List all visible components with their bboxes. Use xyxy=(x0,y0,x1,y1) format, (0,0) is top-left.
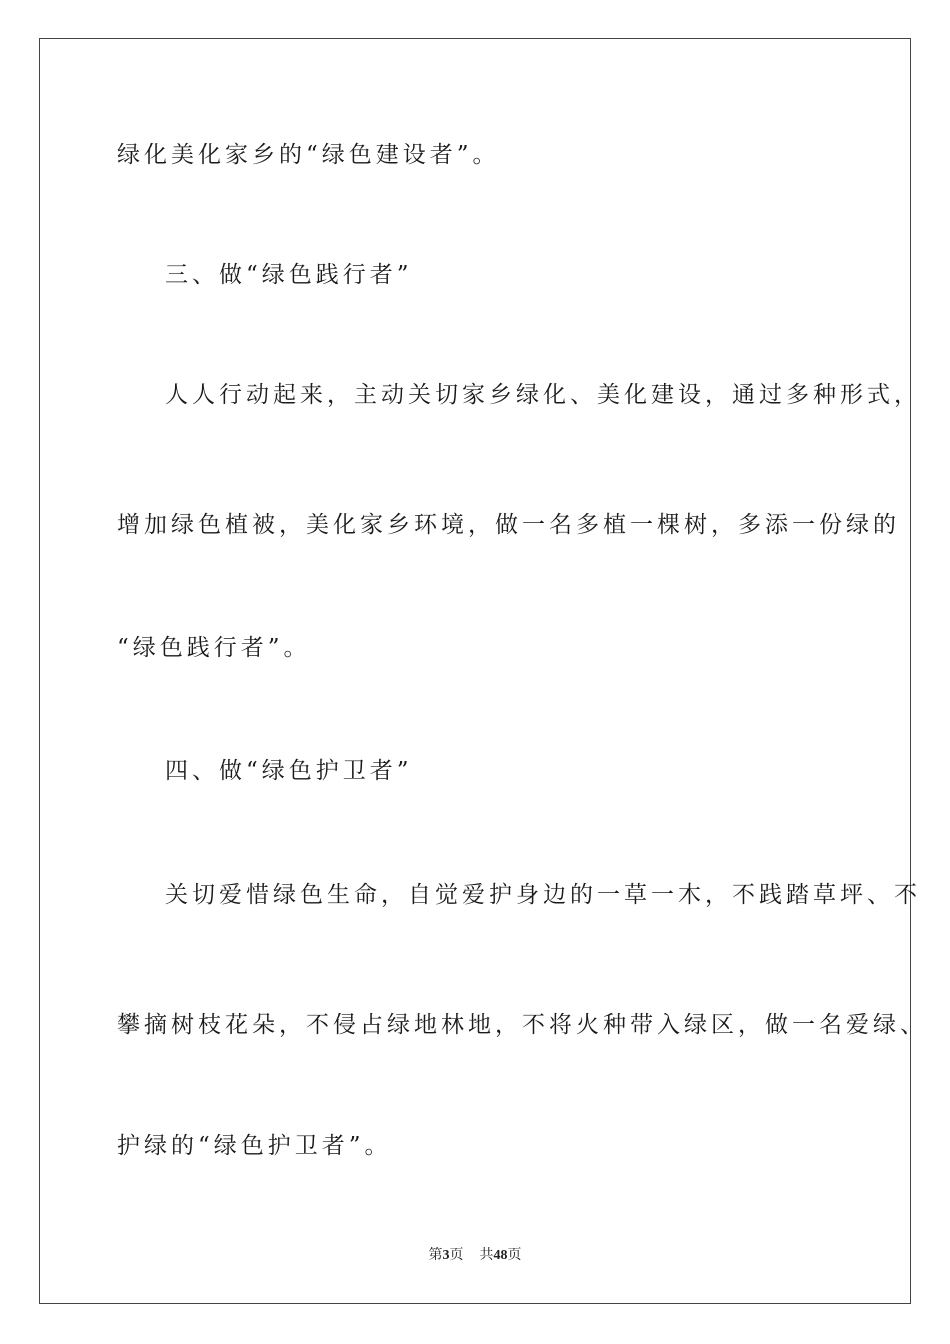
paragraph-line: 关切爱惜绿色生命，自觉爱护身边的一草一木，不践踏草坪、不 xyxy=(165,882,921,908)
page-suffix: 页 xyxy=(449,1248,464,1263)
paragraph-line: 增加绿色植被，美化家乡环境，做一名多植一棵树，多添一份绿的 xyxy=(117,512,900,538)
page-number: 3 xyxy=(442,1248,450,1263)
paragraph-line: 绿化美化家乡的“绿色建设者”。 xyxy=(117,142,500,168)
total-suffix: 页 xyxy=(507,1248,522,1263)
page-footer xyxy=(0,1247,950,1265)
paragraph-line: 人人行动起来，主动关切家乡绿化、美化建设，通过多种形式， xyxy=(165,382,921,408)
section-heading-3: 三、做“绿色践行者” xyxy=(165,262,413,288)
page-prefix: 第 xyxy=(428,1248,443,1263)
total-prefix: 共 xyxy=(479,1248,494,1263)
total-pages: 48 xyxy=(493,1248,508,1263)
section-heading-4: 四、做“绿色护卫者” xyxy=(165,758,413,784)
paragraph-line: 护绿的“绿色护卫者”。 xyxy=(117,1133,392,1159)
paragraph-line: 攀摘树枝花朵，不侵占绿地林地，不将火种带入绿区，做一名爱绿、 xyxy=(117,1012,927,1038)
page-border xyxy=(39,38,911,1304)
paragraph-line: “绿色践行者”。 xyxy=(117,635,311,661)
